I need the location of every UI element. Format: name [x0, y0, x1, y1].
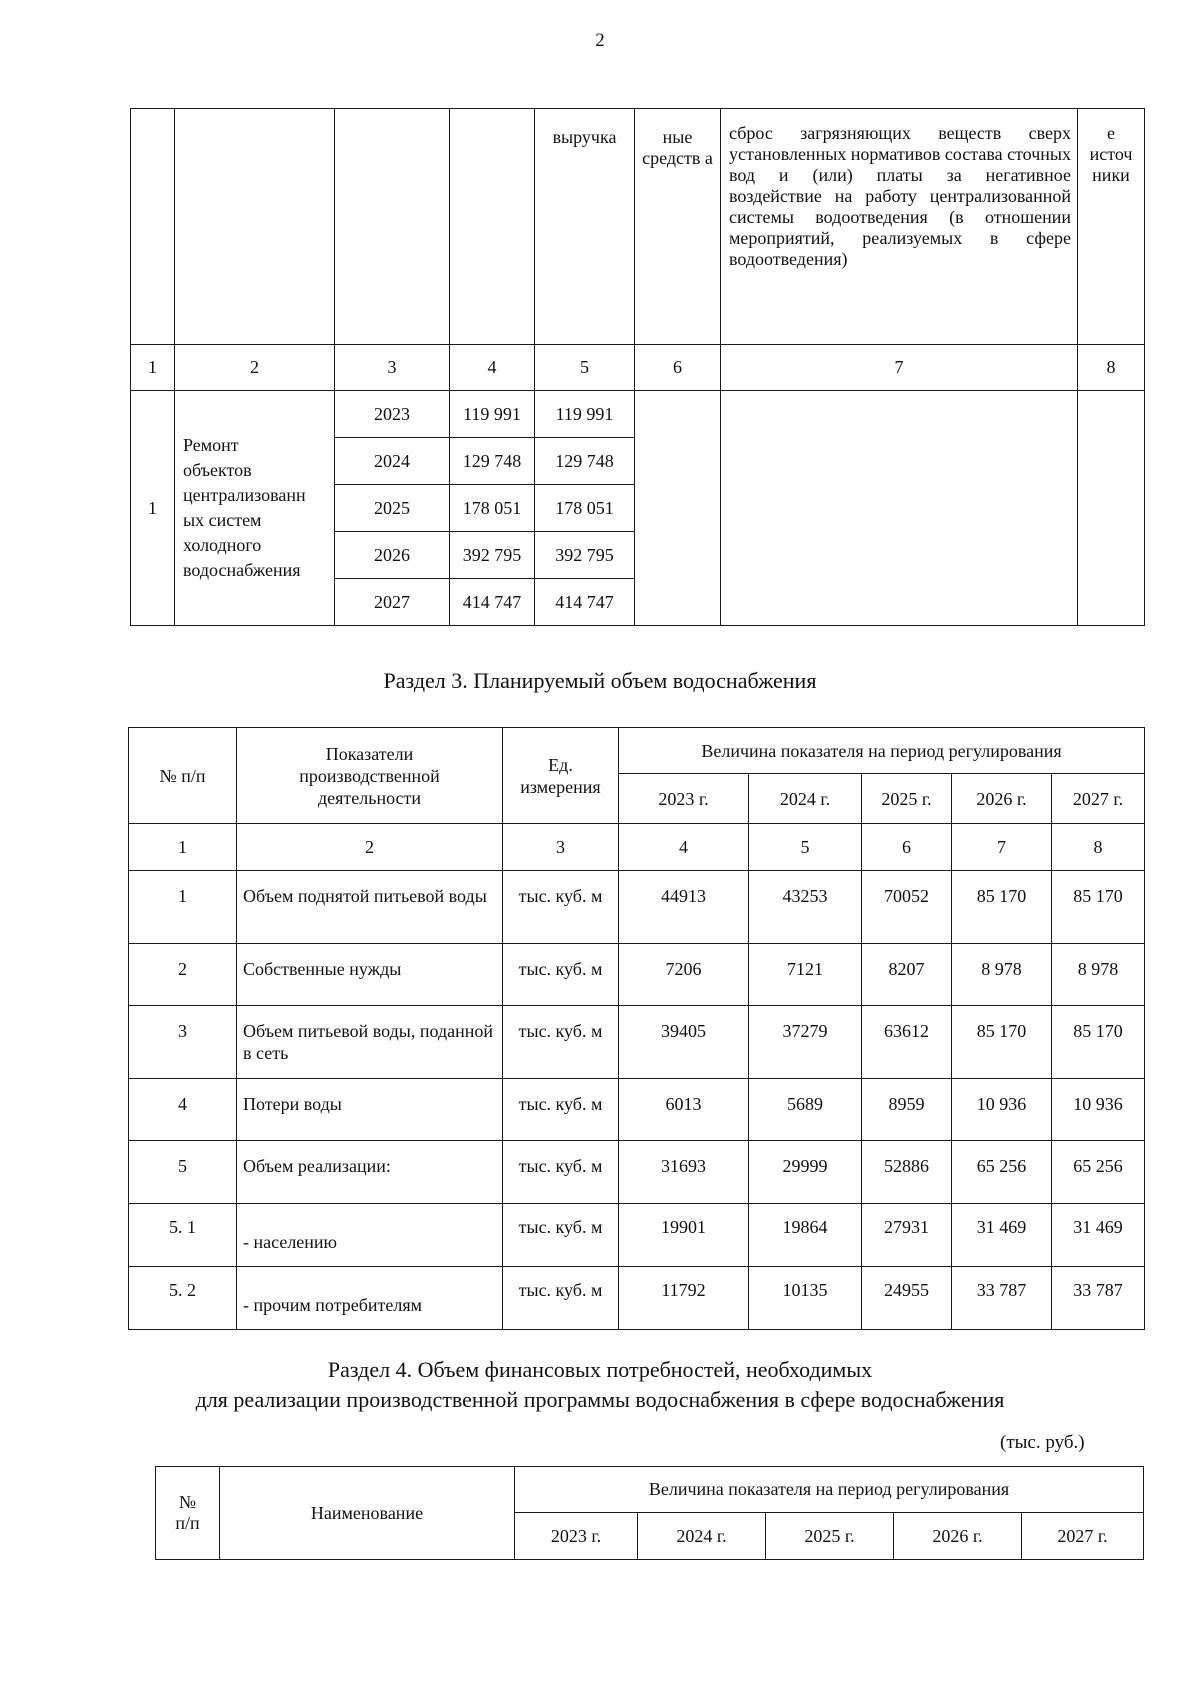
- value-cell: 63612: [862, 1006, 952, 1079]
- table-row: [129, 1204, 1145, 1267]
- row-unit: тыс. куб. м: [503, 944, 619, 1006]
- value-cell: 10135: [749, 1267, 862, 1330]
- year-cell: 2024: [335, 438, 450, 485]
- total-cell: 129 748: [450, 438, 535, 485]
- value-cell: 43253: [749, 871, 862, 944]
- col-number: 4: [450, 345, 535, 391]
- row-num: 2: [129, 944, 237, 1006]
- row-unit: тыс. куб. м: [503, 1204, 619, 1267]
- row-name: Собственные нужды: [237, 944, 503, 1006]
- value-cell: 19864: [749, 1204, 862, 1267]
- row-name: - прочим потребителям: [237, 1267, 503, 1330]
- row-num: 5. 2: [129, 1267, 237, 1330]
- name-header: Наименование: [220, 1467, 515, 1560]
- value-cell: 27931: [862, 1204, 952, 1267]
- value-cell: 85 170: [1052, 1006, 1145, 1079]
- header-row: [156, 1467, 1144, 1513]
- header-col6: ные средств а: [635, 109, 721, 345]
- section3-title: Раздел 3. Планируемый объем водоснабжения: [383, 668, 817, 693]
- year-header: 2027 г.: [1022, 1513, 1144, 1560]
- value-cell: 70052: [862, 871, 952, 944]
- header-col7: сброс загрязняющих веществ сверх установленных нормативов состава сточных вод и (или) платы за негативное воздействие на работу централизованной системы водоотведения (в отношении мероприятий, реализуемых в сфере водоотведения): [721, 109, 1078, 345]
- table-row: [129, 1141, 1145, 1204]
- row-name-line: Ремонт: [183, 435, 239, 455]
- col-number: 3: [335, 345, 450, 391]
- row-name-line: ых систем: [183, 510, 262, 530]
- value-cell: 44913: [619, 871, 749, 944]
- year-header: 2026 г.: [894, 1513, 1022, 1560]
- value-cell: 37279: [749, 1006, 862, 1079]
- row-unit: тыс. куб. м: [503, 1141, 619, 1204]
- row-index: 1: [131, 391, 175, 626]
- value-cell: 39405: [619, 1006, 749, 1079]
- header-col5: выручка: [535, 109, 635, 345]
- row-unit: тыс. куб. м: [503, 1267, 619, 1330]
- value-cell: 85 170: [952, 871, 1052, 944]
- value-cell: 31693: [619, 1141, 749, 1204]
- section4-title-line2: для реализации производственной программы водоснабжения в сфере водоснабжения: [195, 1387, 1005, 1412]
- row-num: 1: [129, 871, 237, 944]
- col-number: 7: [721, 345, 1078, 391]
- total-cell: 414 747: [450, 579, 535, 626]
- value-cell: 8959: [862, 1079, 952, 1141]
- year-cell: 2026: [335, 532, 450, 579]
- row-name: [175, 391, 335, 626]
- page-number: 2: [595, 30, 605, 51]
- row-num: 5. 1: [129, 1204, 237, 1267]
- measures-table: [130, 108, 1145, 626]
- revenue-cell: 392 795: [535, 532, 635, 579]
- table-row: [129, 1079, 1145, 1141]
- col-number: 5: [749, 824, 862, 871]
- value-cell: 7121: [749, 944, 862, 1006]
- column-numbers-row: [131, 345, 1145, 391]
- row-name: Потери воды: [237, 1079, 503, 1141]
- num-header: № п/п: [129, 728, 237, 824]
- value-cell: 8207: [862, 944, 952, 1006]
- table-row: [129, 944, 1145, 1006]
- col-number: 4: [619, 824, 749, 871]
- col-number: 7: [952, 824, 1052, 871]
- col-number: 8: [1052, 824, 1145, 871]
- row-unit: тыс. куб. м: [503, 1079, 619, 1141]
- num-header: № п/п: [156, 1467, 220, 1560]
- year-header: 2026 г.: [952, 774, 1052, 824]
- value-cell: 33 787: [1052, 1267, 1145, 1330]
- row-name-line: холодного: [183, 535, 262, 555]
- value-cell: 31 469: [952, 1204, 1052, 1267]
- value-cell: 85 170: [952, 1006, 1052, 1079]
- col-number: 2: [175, 345, 335, 391]
- row-num: 5: [129, 1141, 237, 1204]
- col-number: 8: [1078, 345, 1145, 391]
- indicator-header: Показатели производственной деятельности: [237, 728, 503, 824]
- value-cell: 85 170: [1052, 871, 1145, 944]
- financial-needs-table: [155, 1466, 1144, 1560]
- row-unit: тыс. куб. м: [503, 871, 619, 944]
- row-name: - населению: [237, 1204, 503, 1267]
- year-header: 2025 г.: [766, 1513, 894, 1560]
- table-row: [129, 1267, 1145, 1330]
- year-header: 2023 г.: [515, 1513, 638, 1560]
- year-cell: 2027: [335, 579, 450, 626]
- value-cell: 11792: [619, 1267, 749, 1330]
- value-cell: 31 469: [1052, 1204, 1145, 1267]
- total-cell: 178 051: [450, 485, 535, 532]
- period-header: Величина показателя на период регулирования: [619, 728, 1145, 774]
- row-unit: тыс. куб. м: [503, 1006, 619, 1079]
- period-header: Величина показателя на период регулирования: [515, 1467, 1144, 1513]
- table-row: [129, 871, 1145, 944]
- total-cell: 392 795: [450, 532, 535, 579]
- value-cell: 52886: [862, 1141, 952, 1204]
- year-cell: 2023: [335, 391, 450, 438]
- header-row: [129, 728, 1145, 774]
- value-cell: 19901: [619, 1204, 749, 1267]
- col-number: 1: [131, 345, 175, 391]
- year-header: 2023 г.: [619, 774, 749, 824]
- col-number: 3: [503, 824, 619, 871]
- value-cell: 65 256: [1052, 1141, 1145, 1204]
- water-supply-volume-table: [128, 727, 1145, 1330]
- year-header: 2025 г.: [862, 774, 952, 824]
- revenue-cell: 129 748: [535, 438, 635, 485]
- header-continuation-row: [131, 109, 1145, 345]
- total-cell: 119 991: [450, 391, 535, 438]
- col-number: 1: [129, 824, 237, 871]
- value-cell: 6013: [619, 1079, 749, 1141]
- row-name-line: объектов: [183, 460, 252, 480]
- row-name: Объем реализации:: [237, 1141, 503, 1204]
- col-number: 6: [862, 824, 952, 871]
- year-header: 2027 г.: [1052, 774, 1145, 824]
- row-num: 3: [129, 1006, 237, 1079]
- value-cell: 33 787: [952, 1267, 1052, 1330]
- section4-title-line1: Раздел 4. Объем финансовых потребностей, необходимых: [327, 1357, 873, 1382]
- revenue-cell: 414 747: [535, 579, 635, 626]
- year-cell: 2025: [335, 485, 450, 532]
- value-cell: 5689: [749, 1079, 862, 1141]
- col-number: 6: [635, 345, 721, 391]
- value-cell: 10 936: [952, 1079, 1052, 1141]
- revenue-cell: 119 991: [535, 391, 635, 438]
- row-name: Объем питьевой воды, поданной в сеть: [237, 1006, 503, 1079]
- column-numbers-row: [129, 824, 1145, 871]
- revenue-cell: 178 051: [535, 485, 635, 532]
- row-num: 4: [129, 1079, 237, 1141]
- row-name-line: централизованн: [183, 485, 306, 505]
- table-row: [131, 391, 1145, 438]
- header-col8: е источ ники: [1078, 109, 1145, 345]
- table-row: [129, 1006, 1145, 1079]
- value-cell: 65 256: [952, 1141, 1052, 1204]
- value-cell: 10 936: [1052, 1079, 1145, 1141]
- col-number: 5: [535, 345, 635, 391]
- value-cell: 8 978: [1052, 944, 1145, 1006]
- col-number: 2: [237, 824, 503, 871]
- row-name-line: водоснабжения: [183, 560, 301, 580]
- value-cell: 8 978: [952, 944, 1052, 1006]
- year-header: 2024 г.: [638, 1513, 766, 1560]
- value-cell: 24955: [862, 1267, 952, 1330]
- value-cell: 7206: [619, 944, 749, 1006]
- unit-note: (тыс. руб.): [1000, 1432, 1085, 1453]
- value-cell: 29999: [749, 1141, 862, 1204]
- unit-header: Ед. измерения: [503, 728, 619, 824]
- row-name: Объем поднятой питьевой воды: [237, 871, 503, 944]
- year-header: 2024 г.: [749, 774, 862, 824]
